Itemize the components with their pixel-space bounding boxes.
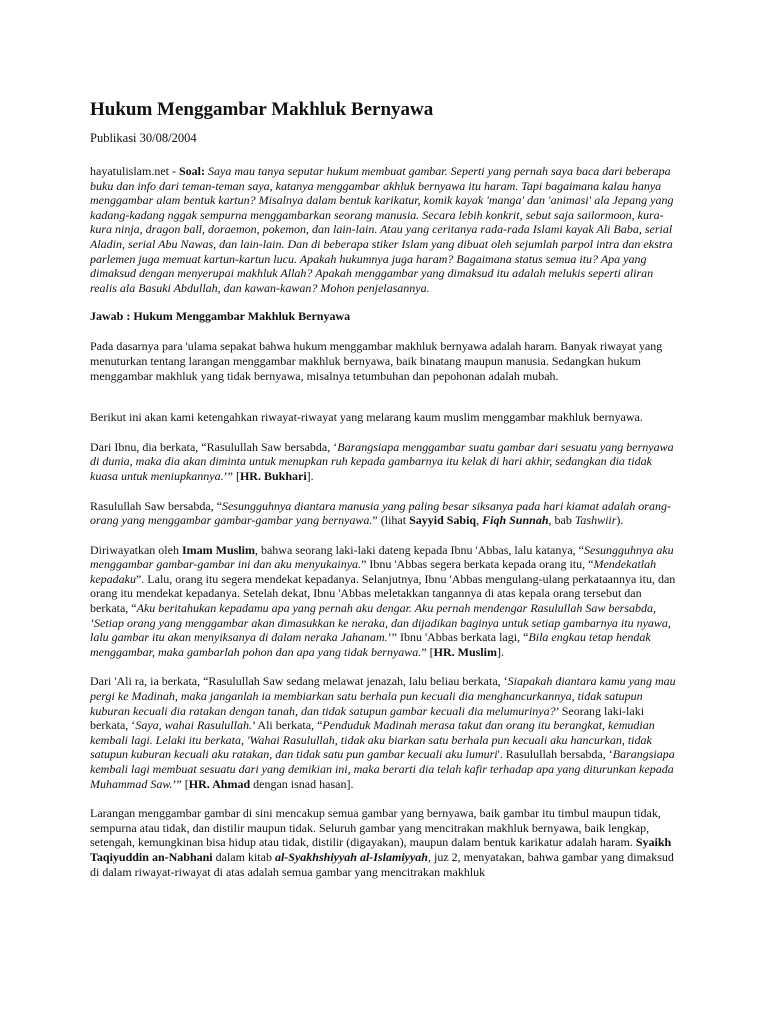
hadith-quote: Barangsiapa menggambar suatu gambar dari sesuatu yang bernyawa di dunia, maka dia akan diminta untuk menupkan ruh kepada gambarnya itu kelak di hari akhir, sedangkan dia tidak kuasa untuk meniupkannya. (90, 439, 674, 483)
text-run: ” (lihat (372, 513, 410, 528)
answer-heading: Jawab : Hukum Menggambar Makhluk Bernyawa (90, 309, 351, 324)
narrator-name: Imam Muslim (181, 542, 255, 557)
article (90, 98, 680, 879)
quote: Mendekatlah kepadaku (90, 557, 657, 586)
text-run: ’” [ (172, 776, 189, 791)
question-label: Soal: (178, 164, 205, 178)
text-run: dalam kitab (212, 849, 275, 864)
question-paragraph (90, 164, 680, 295)
citation: HR. Muslim (433, 644, 497, 659)
text-run: , bahwa seorang laki-laki dateng kepada Ibnu 'Abbas, lalu katanya, “ (254, 542, 585, 557)
text-run: Larangan menggambar gambar di sini mencakup semua gambar yang bernyawa, baik gambar itu timbul maupun tidak, sempurna atau tidak, dan distilir maupun tidak. Seluruh gambar yang mencitrakan makhluk bernyawa, baik lengkap, setengah, kemungkinan bisa hidup atau tidak, distilir (digayakan), maupun dalam bentuk karikatur adalah haram. (90, 806, 661, 850)
text-run: ’ Seorang laki-laki berkata, ‘ (90, 703, 645, 733)
hadith-quote: Sesungguhnya diantara manusia yang paling besar siksanya pada hari kiamat adalah orang-orang yang menggambar gambar-gambar yang bernyawa. (90, 498, 671, 528)
publication-date: Publikasi 30/08/2004 (90, 131, 197, 145)
scholar-name: Syaikh Taqiyuddin an-Nabhani (90, 835, 672, 864)
quote: Aku beritahukan kepadamu apa yang pernah aku dengar. Aku pernah mendengar Rasulullah Saw bersabda, ‘Setiap orang yang menggambar akan dimasukkan ke neraka, dan dijadikan baginya untuk setiap gambarnya itu nyawa, lalu gambar itu akan menyiksanya di dalam neraka Jahanam. (90, 601, 671, 645)
chapter-name: Tashwiir (574, 513, 617, 528)
text-run: ’” [ (223, 468, 240, 483)
text-run: ]. (496, 644, 504, 659)
citation: HR. Bukhari (239, 468, 307, 483)
quote: Bila engkau tetap hendak menggambar, maka gambarlah pohon dan apa yang tidak bernyawa. (90, 630, 651, 659)
paragraph-2: Berikut ini akan kami ketengahkan riwayat-riwayat yang melarang kaum muslim menggambar makhluk bernyawa. (90, 410, 643, 425)
text-run: ”. Lalu, orang itu segera mendekat kepadanya. Selanjutnya, Ibnu 'Abbas mengulang-ulang perkataannya itu, dan orang itu mendekat kepadanya. Setelah dekat, Ibnu 'Abbas meletakkan tangannya di atas kepala orang tersebut dan berkata, “ (90, 571, 676, 616)
citation: HR. Ahmad (188, 776, 251, 791)
text-run: ’ Ali berkata, “ (251, 718, 323, 733)
quote: Penduduk Madinah merasa takut dan orang itu berangkat, kemudian kembali lagi. Lelaki itu berkata, 'Wahai Rasulullah, tidak aku biarkan satu berhala pun kecuali aku hancurkan, tidak satupun kuburan kecuali aku ratakan, dan tidak satu pun gambar kecuali aku lumuri (90, 718, 655, 762)
author-name: Sayyid Sabiq (409, 513, 477, 528)
quote: Barangsiapa kembali lagi membuat sesuatu dari yang demikian ini, maka berarti dia telah kafir terhadap apa yang diturunkan kepada Muhammad Saw. (90, 747, 675, 791)
quote: Saya, wahai Rasulullah. (135, 718, 252, 733)
paragraph-7 (90, 806, 680, 879)
text-run: , bab (548, 513, 575, 528)
quote: Siapakah diantara kamu yang mau pergi ke Madinah, maka janganlah ia membiarkan satu berhala pun kecuali dia menghancurkannya, tidak satupun kuburan kecuali dia ratakan dengan tanah, dan tidak satupun gambar kecuali dia melumurinya? (90, 674, 676, 718)
page-title: Hukum Menggambar Makhluk Bernyawa (90, 99, 434, 120)
text-run: dengan isnad hasan]. (250, 776, 354, 791)
question-text: Saya mau tanya seputar hukum membuat gambar. Seperti yang pernah saya baca dari beberapa buku dan info dari teman-teman saya, katanya menggambar akhluk bernyawa itu haram. Tapi bagaimana kalau hanya menggambar alam bentuk kartun? Misalnya dalam bentuk karikatur, komik kayak 'manga' dan 'animasi' ala Jepang yang kadang-kadang nggak sempurna menggambarkan seorang manusia. Secara lebih konkrit, sebut saja sailormoon, kura-kura ninja, dragon ball, doraemon, pokemon, dan lain-lain. Atau yang ceritanya rada-rada Islami kayak Ali Baba, serial Aladin, serial Abu Nawas, dan lain-lain. Dan di beberapa stiker Islam yang dibuat oleh sejumlah parpol intra dan ekstra parlemen juga memuat kartun-kartun lucu. Apakah hukumnya juga haram? Bagaimana status semua itu? Apa yang dimaksud dengan menyerupai makhluk Allah? Apakah menggambar yang dimaksud itu adalah melukis seperti aliran realis ala Basuki Abdullah, dan kawan-kawan? Mohon penjelasannya. (90, 164, 674, 295)
text-run: Diriwayatkan oleh (90, 542, 182, 557)
text-run: ’” Ibnu 'Abbas berkata lagi, “ (387, 630, 529, 645)
paragraph-5 (90, 543, 680, 660)
book-title: al-Syakhshiyyah al-Islamiyyah (274, 849, 428, 864)
text-run: ]. (306, 468, 314, 483)
text-run: , (476, 513, 483, 528)
text-run: , juz 2, menyatakan, bahwa gambar yang dimaksud di dalam riwayat-riwayat di atas adalah semua gambar yang mencitrakan makhluk (90, 849, 674, 879)
book-title: Fiqh Sunnah (482, 513, 549, 528)
text-run: Rasulullah Saw bersabda, “ (90, 498, 222, 513)
source-name: hayatulislam.net - (90, 164, 179, 178)
text-run: ” Ibnu 'Abbas segera berkata kepada orang itu, “ (361, 557, 594, 572)
paragraph-6 (90, 674, 680, 791)
text-run: Dari 'Ali ra, ia berkata, “Rasulullah Saw sedang melawat jenazah, lalu beliau berkata, ‘ (90, 674, 508, 689)
text-run: ” [ (421, 644, 434, 659)
text-run: Dari Ibnu, dia berkata, “Rasulullah Saw bersabda, ‘ (90, 439, 338, 454)
paragraph-1: Pada dasarnya para 'ulama sepakat bahwa hukum menggambar makhluk bernyawa adalah haram. Banyak riwayat yang menuturkan tentang larangan menggambar makhluk bernyawa, baik binatang maupun manusia. Sedangkan hukum menggambar makhluk yang tidak bernyawa, misalnya tetumbuhan dan pepohonan adalah mubah. (90, 339, 663, 383)
paragraph-3 (90, 440, 680, 484)
paragraph-4 (90, 499, 680, 528)
quote: Sesungguhnya aku menggambar gambar-gambar ini dan aku menyukainya. (90, 542, 674, 572)
text-run: '. Rasulullah bersabda, ‘ (497, 747, 613, 762)
text-run: ). (616, 513, 624, 528)
